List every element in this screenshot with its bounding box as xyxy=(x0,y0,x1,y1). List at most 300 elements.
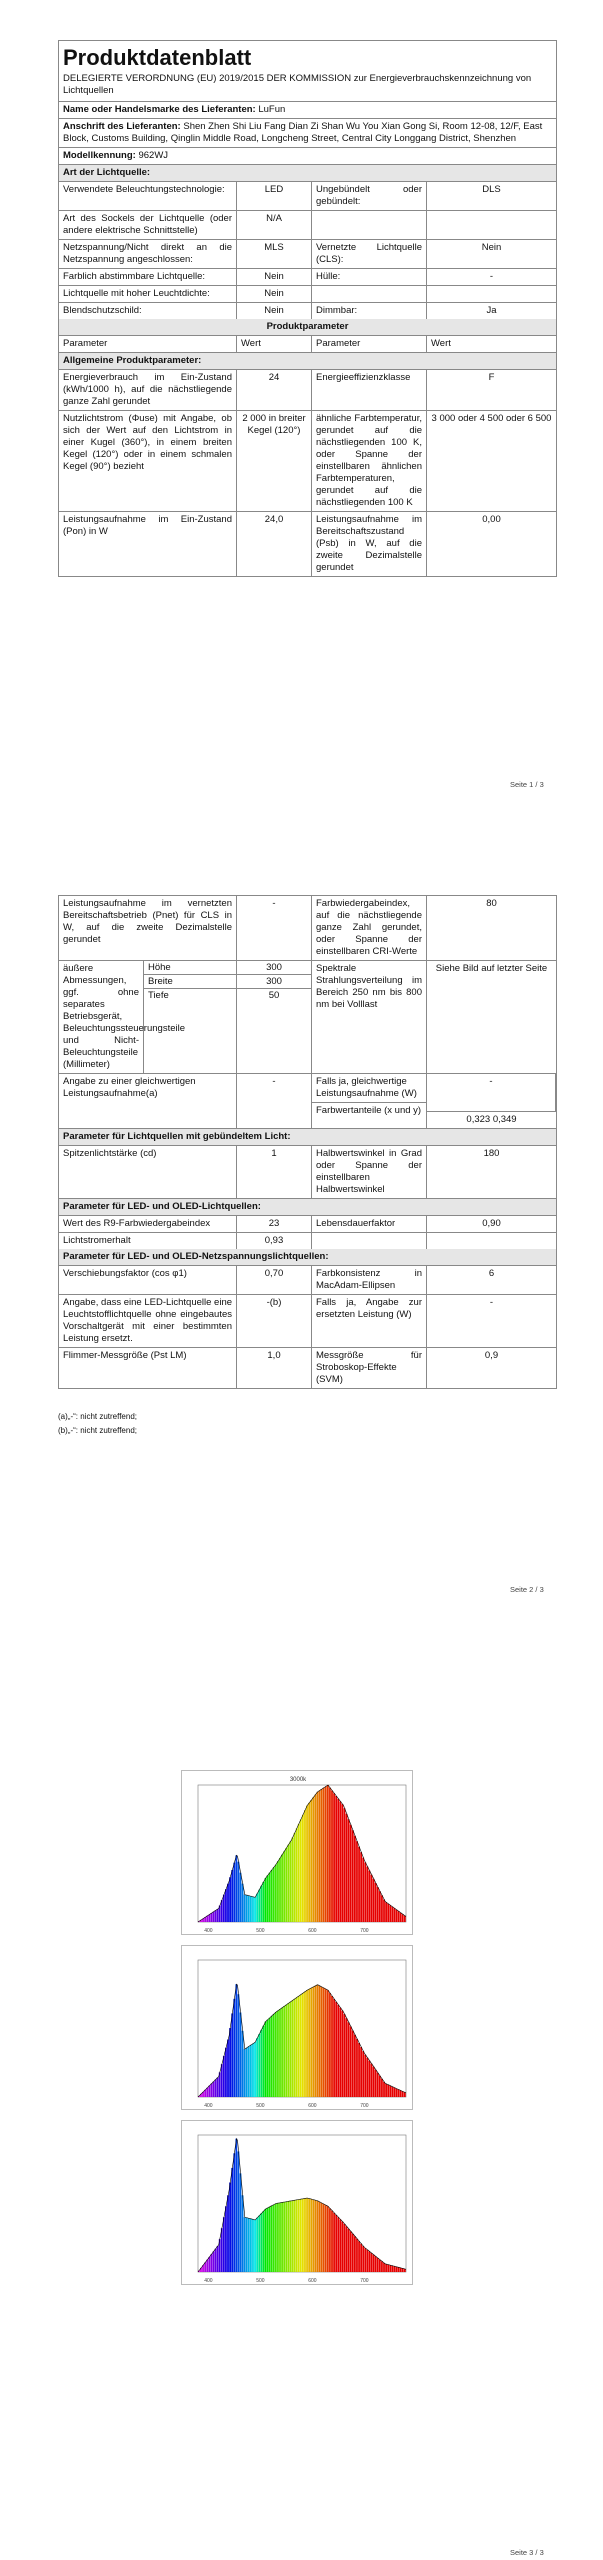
spectrum-bar xyxy=(346,1814,348,1922)
spectrum-bar xyxy=(319,1790,321,1922)
directional-header-row xyxy=(59,1129,556,1146)
spectrum-bar xyxy=(296,1997,298,2097)
spectrum-bar xyxy=(265,2022,267,2097)
spectrum-bar xyxy=(373,2067,375,2097)
spectrum-bar xyxy=(290,2002,292,2097)
spectrum-bar xyxy=(302,1815,304,1922)
spectrum-bar xyxy=(279,2009,281,2097)
spectrum-bar xyxy=(385,2264,387,2272)
row-value-2: - xyxy=(489,271,494,282)
spectrum-bar xyxy=(321,1789,323,1922)
spectrum-bar xyxy=(381,2261,383,2272)
spectrum-bar xyxy=(387,2085,389,2097)
spectrum-bar xyxy=(348,2229,350,2272)
spectrum-bar xyxy=(383,2263,385,2272)
spectrum-bar xyxy=(327,1990,329,2097)
row-label-2: Falls ja, Angabe zur ersetzten Leistung (W) xyxy=(312,1295,427,1347)
row-label-2: Farbwiedergabeindex, auf die nächstliegende ganze Zahl gerundet, oder Spanne der einstellbaren CRI-Werte xyxy=(312,896,427,960)
x-tick-label: 600 xyxy=(308,2103,317,2109)
spectrum-bar xyxy=(240,2173,242,2272)
page-number: Seite 2 / 3 xyxy=(510,1585,544,1594)
spectrum-bar xyxy=(317,1985,319,2097)
row-value: 0,93 xyxy=(237,1233,312,1249)
spectrum-bar xyxy=(267,2020,269,2097)
col-value-2: Wert xyxy=(431,338,451,349)
spectrum-bar xyxy=(358,2241,360,2272)
spectrum-bar xyxy=(335,1796,337,1922)
spectrum-bar xyxy=(227,2039,229,2097)
spectrum-bar xyxy=(339,2219,341,2272)
mls-header-row xyxy=(59,1249,556,1266)
spectrum-bar xyxy=(260,2030,262,2097)
spectrum-bar xyxy=(244,2217,246,2272)
spectrum-bar xyxy=(225,2048,227,2097)
spectrum-bar xyxy=(223,2056,225,2097)
spectrum-bar xyxy=(273,2205,275,2272)
spectrum-chart-svg-3 xyxy=(182,2121,414,2286)
x-tick-label: 600 xyxy=(308,2278,317,2284)
supplier-value: LuFun xyxy=(258,104,286,115)
spectrum-bar xyxy=(312,2200,314,2272)
spectrum-bar xyxy=(364,2055,366,2097)
spectrum-bar xyxy=(375,1883,377,1922)
spectrum-bar xyxy=(281,1855,283,1922)
spectrum-bar xyxy=(248,1896,250,1922)
spectrum-bar xyxy=(319,1986,321,2097)
table-row xyxy=(59,303,556,319)
spectrum-bar xyxy=(238,2151,240,2272)
spectrum-bar xyxy=(206,1916,208,1922)
spectrum-bar xyxy=(319,2202,321,2272)
model-row xyxy=(59,148,556,165)
type-header: Art der Lichtquelle: xyxy=(63,167,151,178)
spectrum-bar xyxy=(300,2199,302,2272)
spectrum-bar xyxy=(254,2220,256,2272)
dimension-value: 300 xyxy=(237,961,311,975)
x-tick-label: 600 xyxy=(308,1928,317,1934)
led-header: Parameter für LED- und OLED-Lichtquellen: xyxy=(63,1201,261,1212)
row-value-2 xyxy=(427,211,556,239)
spectrum-bar xyxy=(250,2045,252,2097)
spectrum-bar xyxy=(387,2265,389,2272)
address-row xyxy=(59,119,556,148)
x-tick-label: 400 xyxy=(204,2278,213,2284)
spectrum-bar xyxy=(221,1900,223,1922)
spectrum-bar xyxy=(360,2047,362,2097)
spectrum-bar xyxy=(231,2013,233,2097)
spectrum-bar xyxy=(250,2219,252,2272)
spectrum-bar xyxy=(294,2200,296,2272)
table-row xyxy=(59,1295,556,1348)
spectrum-bar xyxy=(256,2218,258,2272)
row-label-2: Lebensdauerfaktor xyxy=(312,1216,427,1232)
spectrum-bar xyxy=(391,2087,393,2097)
spectrum-bar xyxy=(229,1877,231,1922)
spectrum-bar xyxy=(227,2195,229,2272)
spectrum-bar xyxy=(327,2206,329,2272)
row-value: - xyxy=(237,896,312,960)
spectrum-bar xyxy=(260,2213,262,2272)
spectrum-bar xyxy=(213,2251,215,2272)
spectrum-bar xyxy=(285,1848,287,1922)
spectrum-bar xyxy=(221,2064,223,2097)
spectrum-bar xyxy=(256,1894,258,1922)
spectrum-bar xyxy=(217,2246,219,2272)
spectrum-bar xyxy=(304,2198,306,2272)
spectrum-bar xyxy=(339,1801,341,1922)
spectrum-bar xyxy=(348,2022,350,2097)
table-row xyxy=(59,211,556,240)
spectrum-bar xyxy=(296,1828,298,1922)
spectrum-bar xyxy=(229,2182,231,2272)
spectrum-bar xyxy=(300,1995,302,2097)
page-1 xyxy=(0,0,603,840)
row-value: 24 xyxy=(237,370,312,410)
spectrum-bar xyxy=(331,2211,333,2272)
table-row xyxy=(59,1266,556,1295)
spectrum-bar xyxy=(398,1911,400,1922)
spectrum-bar xyxy=(238,1994,240,2097)
spectrum-bar xyxy=(358,1847,360,1922)
directional-row xyxy=(59,1146,556,1199)
row-label-2: Leistungsaufnahme im Bereitschaftszustand (Psb) in W, auf die zweite Dezimalstelle gerundet xyxy=(312,512,427,576)
peak-intensity-value: 1 xyxy=(237,1146,312,1198)
spectrum-bar xyxy=(210,2254,212,2272)
spectrum-bar xyxy=(302,2199,304,2272)
spectrum-bar xyxy=(275,2012,277,2097)
row-value-2: DLS xyxy=(482,184,501,195)
spectrum-bar xyxy=(292,1838,294,1922)
spectrum-bar xyxy=(373,2255,375,2272)
spectrum-bar xyxy=(252,2219,254,2272)
spectrum-bar xyxy=(346,2226,348,2272)
row-label-2: ähnliche Farbtemperatur, gerundet auf die nächstliegenden 100 K, oder Spanne der einstellbaren ähnlichen Farbtemperaturen, gerundet auf die nächstliegenden 100 K xyxy=(312,411,427,511)
spectrum-bar xyxy=(254,1897,256,1922)
page-2 xyxy=(0,895,603,1695)
spectrum-bar xyxy=(360,2244,362,2272)
table-row xyxy=(59,240,556,269)
spectrum-bar xyxy=(342,1804,344,1922)
spectrum-bar xyxy=(323,1788,325,1922)
spectrum-bar xyxy=(354,2035,356,2097)
spectrum-bar xyxy=(402,1914,404,1922)
spectrum-bar xyxy=(298,2199,300,2272)
spectrum-bar xyxy=(314,1986,316,2097)
spectrum-bar xyxy=(402,2091,404,2097)
row-value: N/A xyxy=(237,211,312,239)
spectrum-bar xyxy=(300,1819,302,1922)
spectrum-bar xyxy=(217,1909,219,1922)
x-tick-label: 700 xyxy=(360,1928,369,1934)
spectrum-bar xyxy=(213,2082,215,2097)
spectrum-bar xyxy=(235,1984,237,2097)
x-tick-label: 500 xyxy=(256,1928,265,1934)
x-tick-label: 700 xyxy=(360,2103,369,2109)
spectrum-bar xyxy=(350,1825,352,1922)
row-value: 2 000 in breiter Kegel (120°) xyxy=(237,411,312,511)
chromaticity-label: Farbwertanteile (x und y) xyxy=(316,1105,422,1116)
spectrum-bar xyxy=(294,1999,296,2097)
row-label-2: Hülle: xyxy=(312,269,427,285)
spectrum-bar xyxy=(321,1987,323,2097)
equivalent-label: Angabe zu einer gleichwertigen Leistungsaufnahme(a) xyxy=(59,1074,237,1128)
spectrum-bar xyxy=(260,1886,262,1922)
spectrum-bar xyxy=(360,1852,362,1922)
spectrum-bar xyxy=(394,2088,396,2097)
spectrum-bar xyxy=(233,1999,235,2097)
spectrum-bar xyxy=(292,2201,294,2272)
row-value: 24,0 xyxy=(237,512,312,576)
spectrum-bar xyxy=(281,2202,283,2272)
params-header: Produktparameter xyxy=(266,321,349,332)
spectrum-bar xyxy=(302,1993,304,2097)
row-value-2: F xyxy=(488,372,495,383)
spectrum-bar xyxy=(208,2086,210,2097)
spectrum-bar xyxy=(323,2204,325,2272)
directional-header: Parameter für Lichtquellen mit gebündeltem Licht: xyxy=(63,1131,291,1142)
spectrum-bar xyxy=(396,2267,398,2272)
equivalent-row xyxy=(59,1074,556,1129)
spectrum-bar xyxy=(308,1803,310,1922)
spectrum-bar xyxy=(306,1990,308,2097)
spectrum-bar xyxy=(356,2239,358,2272)
spectrum-bar xyxy=(354,2236,356,2272)
row-value-2: 6 xyxy=(488,1268,495,1279)
led-header-row xyxy=(59,1199,556,1216)
spectrum-bar xyxy=(350,2231,352,2272)
peak-intensity-label: Spitzenlichtstärke (cd) xyxy=(59,1146,237,1198)
row-value-2: 3 000 oder 4 500 oder 6 500 xyxy=(431,413,552,424)
row-value-2 xyxy=(427,1233,556,1249)
spectrum-bar xyxy=(379,1891,381,1922)
spectrum-bar xyxy=(354,1836,356,1922)
row-value: Nein xyxy=(237,286,312,302)
spectrum-bar xyxy=(364,2248,366,2272)
x-tick-label: 400 xyxy=(204,1928,213,1934)
spectrum-bar xyxy=(240,1873,242,1922)
chart-title: 3000k xyxy=(289,1777,307,1783)
spectrum-bar xyxy=(337,2217,339,2272)
general-header: Allgemeine Produktparameter: xyxy=(63,355,202,366)
row-value: Nein xyxy=(237,303,312,319)
row-label: Lichtstromerhalt xyxy=(59,1233,237,1249)
spectrum-bar xyxy=(356,1841,358,1922)
spectrum-bar xyxy=(369,2251,371,2272)
network-row xyxy=(59,896,556,961)
title-row xyxy=(59,41,556,102)
spectrum-bar xyxy=(400,2090,402,2097)
spectrum-bar xyxy=(235,2139,237,2272)
dimensions-label: äußere Abmessungen, ggf. ohne separates Betriebsgerät, Beleuchtungssteuerungsteile und Nicht-Beleuchtungsteile (Millimeter) xyxy=(59,961,144,1073)
spectrum-bar xyxy=(285,2202,287,2272)
spectrum-bar xyxy=(292,2000,294,2097)
spectrum-bar xyxy=(387,1904,389,1922)
spectrum-bar xyxy=(377,2073,379,2097)
col-value-1: Wert xyxy=(237,336,312,352)
row-label: Nutzlichtstrom (Φuse) mit Angabe, ob sich der Wert auf den Lichtstrom in einer Kugel (360°), in einem breiten Kegel (120°) oder in einem schmalen Kegel (90°) bezieht xyxy=(59,411,237,511)
spectrum-bar xyxy=(346,2018,348,2097)
spectrum-bar xyxy=(371,1875,373,1922)
spectrum-bar xyxy=(373,1879,375,1922)
spectrum-bar xyxy=(352,1830,354,1922)
spectrum-bar xyxy=(242,1884,244,1922)
spectrum-bar xyxy=(344,1808,346,1922)
spectrum-bar xyxy=(246,2048,248,2097)
spectrum-bar xyxy=(333,1793,335,1922)
spectrum-bar xyxy=(314,1795,316,1922)
row-value-2 xyxy=(427,286,556,302)
spectrum-bar xyxy=(391,1907,393,1922)
spectrum-bar xyxy=(396,2089,398,2097)
mls-header: Parameter für LED- und OLED-Netzspannungslichtquellen: xyxy=(63,1251,329,1262)
row-value-2: Ja xyxy=(486,305,497,316)
type-header-row xyxy=(59,165,556,182)
spectrum-bar xyxy=(344,2014,346,2097)
spectrum-bar xyxy=(306,2198,308,2272)
spectrum-bar xyxy=(206,2088,208,2097)
spectrum-bar xyxy=(358,2043,360,2097)
spectrum-bar xyxy=(271,2206,273,2272)
spectrum-bar xyxy=(377,1887,379,1922)
spectrum-bar xyxy=(375,2256,377,2272)
spectrum-bar xyxy=(398,2090,400,2097)
row-label-2: Messgröße für Stroboskop-Effekte (SVM) xyxy=(312,1348,427,1388)
spectrum-bar xyxy=(215,1910,217,1922)
spectrum-chart-1 xyxy=(181,1770,413,1935)
spectrum-bar xyxy=(231,2168,233,2272)
spectrum-bar xyxy=(331,1790,333,1922)
spectrum-bar xyxy=(277,2203,279,2272)
spectrum-bar xyxy=(221,2228,223,2272)
spectrum-bar xyxy=(356,2039,358,2097)
supplier-label: Name oder Handelsmarke des Lieferanten: xyxy=(63,104,256,115)
spectrum-bar xyxy=(339,2008,341,2097)
spectrum-bar xyxy=(329,2208,331,2272)
spectrum-bar xyxy=(314,2200,316,2272)
spectrum-bar xyxy=(240,2013,242,2097)
spectrum-bar xyxy=(285,2005,287,2097)
spectrum-bar xyxy=(366,2250,368,2272)
spectrum-bar xyxy=(248,2046,250,2097)
spectrum-bar xyxy=(369,1871,371,1922)
spectrum-bar xyxy=(258,1890,260,1922)
dimension-value: 50 xyxy=(268,990,280,1001)
spectrum-bar xyxy=(391,2266,393,2272)
row-label-2: Farbkonsistenz in MacAdam-Ellipsen xyxy=(312,1266,427,1294)
table-row xyxy=(59,182,556,211)
row-value-2: 0,90 xyxy=(482,1218,501,1229)
spectrum-bar xyxy=(362,2051,364,2097)
spectrum-bar xyxy=(325,1989,327,2097)
beam-angle-label: Halbwertswinkel in Grad oder Spanne der einstellbaren Halbwertswinkel xyxy=(312,1146,427,1198)
spectrum-bar xyxy=(225,2206,227,2272)
row-label: Energieverbrauch im Ein-Zustand (kWh/1000 h), auf die nächstliegende ganze Zahl gerundet xyxy=(59,370,237,410)
spectrum-chart-svg-2 xyxy=(182,1946,414,2111)
spectrum-bar xyxy=(233,1863,235,1922)
regulation-subtitle: DELEGIERTE VERORDNUNG (EU) 2019/2015 DER KOMMISSION zur Energieverbrauchskennzeichnung von Lichtquellen xyxy=(63,73,532,96)
spectrum-bar xyxy=(404,2092,406,2097)
spectrum-bar xyxy=(252,2044,254,2097)
spectrum-chart-svg-1 xyxy=(182,1771,414,1936)
spectrum-bar xyxy=(262,1882,264,1922)
row-value: MLS xyxy=(237,240,312,268)
spectrum-bar xyxy=(362,2246,364,2272)
spectrum-bar xyxy=(233,2153,235,2272)
spectrum-bar xyxy=(283,1851,285,1922)
column-header-row xyxy=(59,336,556,353)
row-value: -(b) xyxy=(237,1295,312,1347)
spectrum-bar xyxy=(310,2199,312,2272)
spectrum-bar xyxy=(348,1819,350,1922)
table-row xyxy=(59,512,556,576)
row-label: Angabe, dass eine LED-Lichtquelle eine Leuchtstofflichtquelle ohne eingebautes Vorschaltgerät mit einer bestimmten Leistung ersetzt. xyxy=(59,1295,237,1347)
spectrum-bar xyxy=(400,2268,402,2272)
spectrum-bar xyxy=(215,2249,217,2272)
spectrum-bar xyxy=(325,2205,327,2272)
spectrum-bar xyxy=(248,2218,250,2272)
row-label-2: Energieeffizienzklasse xyxy=(312,370,427,410)
equivalent-power-value: - xyxy=(427,1074,556,1112)
spectrum-bar xyxy=(231,1870,233,1922)
spectrum-bar xyxy=(389,1905,391,1922)
dimension-value: 300 xyxy=(237,975,311,989)
table-row xyxy=(59,269,556,286)
row-value: LED xyxy=(237,182,312,210)
spectrum-bar xyxy=(271,2016,273,2097)
spectrum-bar xyxy=(265,1878,267,1922)
spectrum-bar xyxy=(364,1862,366,1922)
row-label: Verschiebungsfaktor (cos φ1) xyxy=(59,1266,237,1294)
row-label: Netzspannung/Nicht direkt an die Netzspannung angeschlossen: xyxy=(59,240,237,268)
spectrum-bar xyxy=(252,1897,254,1922)
spectrum-bar xyxy=(269,2018,271,2097)
col-param-1: Parameter xyxy=(59,336,237,352)
row-label: Leistungsaufnahme im vernetzten Bereitschaftsbetrieb (Pnet) für CLS in W, auf die zweite Dezimalstelle gerundet xyxy=(59,896,237,960)
spectrum-bar xyxy=(402,2268,404,2272)
spectrum-bar xyxy=(296,2200,298,2272)
table-row xyxy=(59,1348,556,1388)
spectrum-bar xyxy=(223,1895,225,1922)
spectrum-bar xyxy=(379,2076,381,2097)
spectrum-bar xyxy=(371,2253,373,2272)
spectrum-bar xyxy=(327,1785,329,1922)
spectrum-bar xyxy=(208,2257,210,2272)
spectrum-bar xyxy=(317,1792,319,1922)
page-number: Seite 3 / 3 xyxy=(510,2548,544,2557)
dimension-name: Tiefe xyxy=(148,990,169,1001)
datasheet-table-1 xyxy=(58,40,557,577)
equivalent-power-label: Falls ja, gleichwertige Leistungsaufnahme (W) xyxy=(312,1074,426,1103)
footnotes xyxy=(58,1410,137,1438)
spectrum-bar xyxy=(217,2077,219,2097)
spectrum-bar xyxy=(262,2211,264,2272)
spectrum-bar xyxy=(267,2208,269,2272)
row-label-2 xyxy=(312,1233,427,1249)
spectrum-bar xyxy=(229,2028,231,2097)
spectrum-bar xyxy=(294,1833,296,1922)
row-label-2 xyxy=(312,211,427,239)
spectrum-bar xyxy=(298,1996,300,2097)
spectrum-bar xyxy=(383,1899,385,1922)
beam-angle-value: 180 xyxy=(483,1148,500,1159)
spectrum-bar xyxy=(269,1873,271,1922)
spectrum-bar xyxy=(279,1858,281,1922)
spectrum-bar xyxy=(312,1987,314,2097)
spectrum-bar xyxy=(290,1841,292,1922)
spectrum-bar xyxy=(329,1993,331,2097)
model-value: 962WJ xyxy=(138,150,169,161)
spectrum-bar xyxy=(281,2008,283,2097)
